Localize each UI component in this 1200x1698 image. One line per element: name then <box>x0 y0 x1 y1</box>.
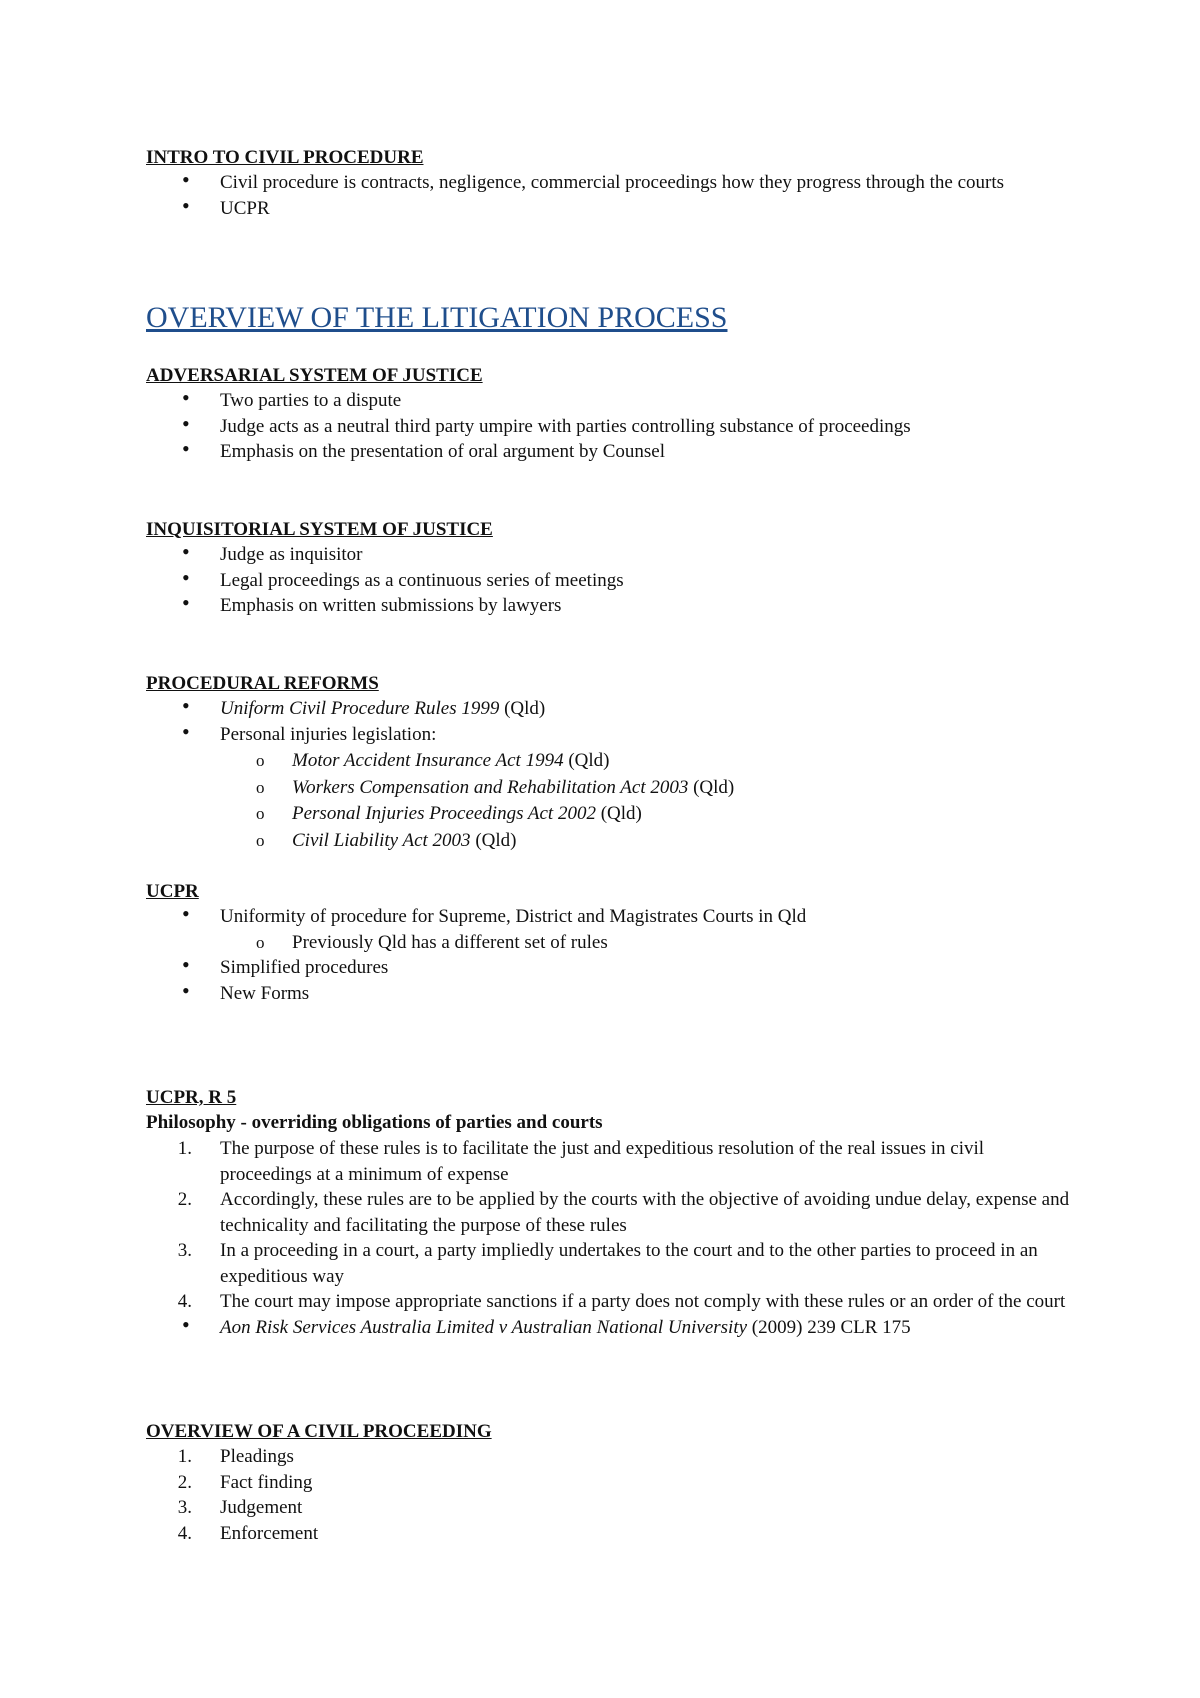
ucpr-list <box>146 904 1200 1006</box>
r5-numbered-list <box>146 1136 1136 1340</box>
adversarial-list <box>146 388 1136 465</box>
list-item: Emphasis on the presentation of oral argument by Counsel <box>220 441 666 462</box>
sub-list-item: o Civil Liability Act 2003 (Qld) <box>146 828 1200 855</box>
circle-bullet-icon <box>256 828 265 855</box>
list-item: Two parties to a dispute <box>220 390 402 411</box>
circle-bullet-icon <box>256 748 265 775</box>
sub-list-item: o Motor Accident Insurance Act 1994 (Qld) <box>146 748 1200 775</box>
sub-list-item: o Previously Qld has a different set of rules <box>146 930 1200 956</box>
circle-bullet-icon <box>256 775 265 802</box>
list-item: Uniform Civil Procedure Rules 1999 (Qld) <box>220 698 546 719</box>
list-item: Simplified procedures <box>220 957 389 978</box>
numbered-item: 1. Pleadings <box>177 1446 294 1467</box>
numbered-item: 2. Fact finding <box>177 1471 313 1493</box>
r5-heading: UCPR, R 5 <box>146 1087 237 1108</box>
reforms-list <box>146 696 1136 747</box>
list-item: Civil procedure is contracts, negligence, commercial proceedings how they progress through the courts <box>220 172 1005 193</box>
overview-title: OVERVIEW OF THE LITIGATION PROCESS <box>146 301 728 334</box>
adversarial-heading: ADVERSARIAL SYSTEM OF JUSTICE <box>146 365 483 386</box>
numbered-item: 3. In a proceeding in a court, a party impliedly undertakes to the court and to the other parties to proceed in an expeditious way <box>177 1240 1038 1287</box>
list-item: Uniformity of procedure for Supreme, District and Magistrates Courts in Qld <box>220 906 807 927</box>
list-item: Judge acts as a neutral third party umpire with parties controlling substance of proceedings <box>220 415 911 437</box>
reforms-sublist <box>146 748 1200 854</box>
numbered-item: 2. Accordingly, these rules are to be applied by the courts with the objective of avoiding undue delay, expense and technicality and facilitating the purpose of these rules <box>177 1189 1070 1236</box>
numbered-item: 3. Judgement <box>177 1497 303 1518</box>
list-item: Legal proceedings as a continuous series of meetings <box>220 569 624 591</box>
intro-heading: INTRO TO CIVIL PROCEDURE <box>146 147 424 168</box>
sub-list-item: o Workers Compensation and Rehabilitation Act 2003 (Qld) <box>146 775 1200 802</box>
inquisitorial-heading: INQUISITORIAL SYSTEM OF JUSTICE <box>146 519 493 540</box>
list-item: Judge as inquisitor <box>220 544 363 565</box>
numbered-item: 4. The court may impose appropriate sanctions if a party does not comply with these rules or an order of the court <box>177 1291 1066 1312</box>
list-item: New Forms <box>220 982 310 1004</box>
civil-heading: OVERVIEW OF A CIVIL PROCEEDING <box>146 1421 492 1442</box>
inquisitorial-list <box>146 542 1136 619</box>
circle-bullet-icon <box>256 801 265 828</box>
numbered-item: 4. Enforcement <box>177 1522 319 1544</box>
list-item: Personal injuries legislation: <box>220 723 437 745</box>
numbered-item: 1. The purpose of these rules is to facilitate the just and expeditious resolution of the real issues in civil proceedings at a minimum of expense <box>177 1138 985 1185</box>
r5-subheading: Philosophy - overriding obligations of parties and courts <box>146 1112 603 1133</box>
list-item: UCPR <box>220 197 270 219</box>
circle-bullet-icon <box>256 930 265 956</box>
reforms-heading: PROCEDURAL REFORMS <box>146 673 379 694</box>
sub-list-item: o Personal Injuries Proceedings Act 2002 (Qld) <box>146 801 1200 828</box>
list-item: Emphasis on written submissions by lawyers <box>220 595 562 616</box>
ucpr-heading: UCPR <box>146 881 199 902</box>
intro-list <box>146 170 1136 221</box>
civil-numbered-list <box>146 1444 1136 1546</box>
list-item: Aon Risk Services Australia Limited v Australian National University (2009) 239 CLR 175 <box>220 1316 911 1338</box>
